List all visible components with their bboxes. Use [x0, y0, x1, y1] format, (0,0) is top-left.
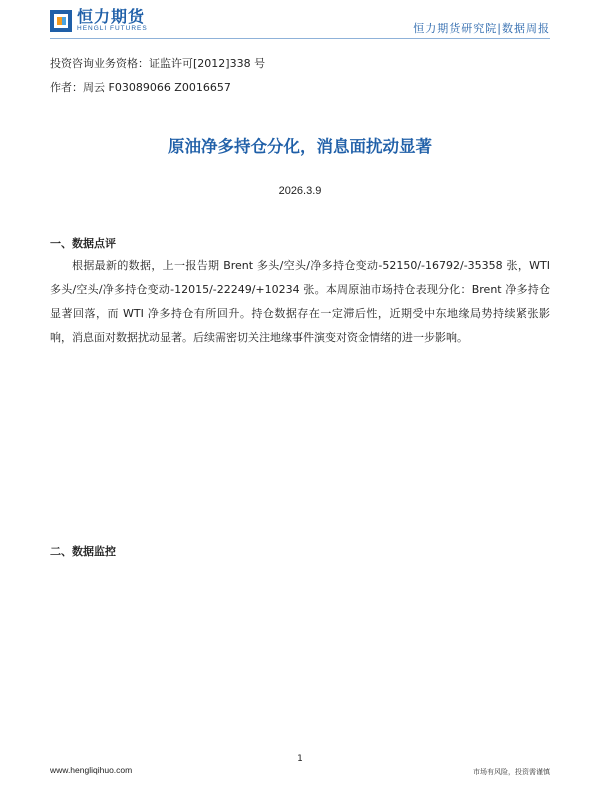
section-2-heading: 二、数据监控: [50, 545, 116, 558]
header-divider: [50, 38, 550, 39]
section-1-heading: 一、数据点评: [50, 237, 116, 250]
company-logo: [50, 8, 148, 33]
report-title: 原油净多持仓分化，消息面扰动显著: [168, 137, 432, 156]
author-line: 作者：周云 F03089066 Z0016657: [50, 81, 231, 94]
section-1-paragraph: 根据最新的数据，上一报告期 Brent 多头/空头/净多持仓变动-52150/-16792/-35358 张，WTI 多头/空头/净多持仓变动-12015/-22249/+10234 张。本周原油市场持仓表现分化：Brent 净多持仓显著回落，而 WTI 净多持仓有所回升。持仓数据存在一定滞后性，近期受中东地缘局势持续紧张影响，消息面对数据扰动显著。后续需密切关注地缘事件演变对资金情绪的进一步影响。: [50, 259, 550, 344]
logo-mark-icon: [50, 10, 72, 32]
page-number: 1: [297, 754, 303, 764]
report-date: 2026.3.9: [278, 185, 322, 197]
risk-disclaimer: 市场有风险，投资需谨慎: [473, 768, 550, 776]
report-series-label: 恒力期货研究院|数据周报: [413, 22, 550, 35]
page-header: [0, 0, 600, 44]
license-line: 投资咨询业务资格：证监许可[2012]338 号: [50, 57, 266, 70]
logo-name: 恒力期货: [77, 7, 146, 26]
logo-english-name: HENGLI FUTURES: [77, 25, 148, 32]
website-link[interactable]: www.hengliqihuo.com: [50, 765, 133, 775]
